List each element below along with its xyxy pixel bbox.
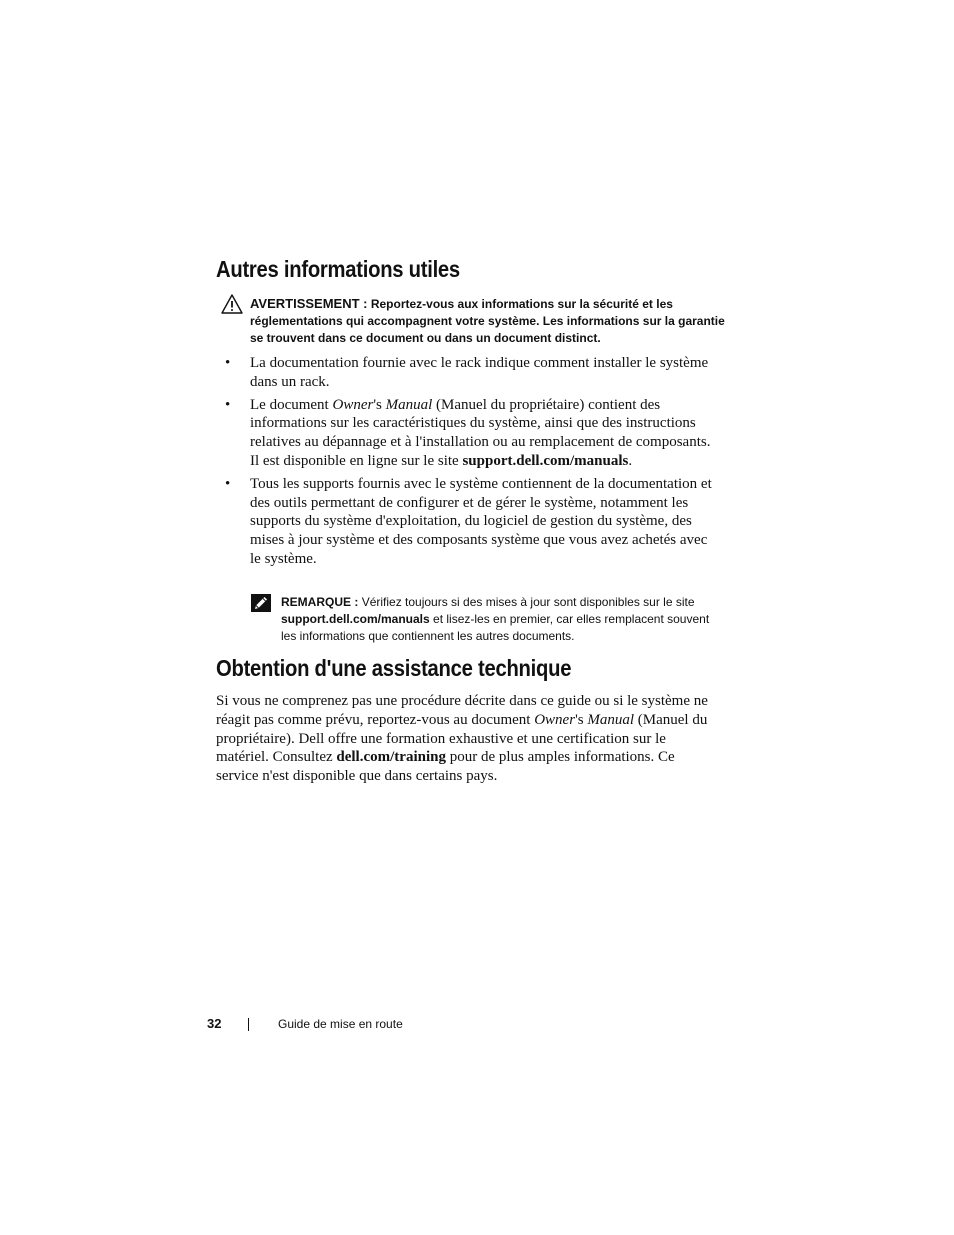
- list-item: • La documentation fournie avec le rack indique comment installer le système dans un rack.: [225, 355, 709, 390]
- list-item: • Le document Owner's Manual (Manuel du propriétaire) contient des informations sur les caractéristiques du système, ainsi que des instructions relatives au dépannage et à l'installation ou au remplacement de composants. Il est disponible en ligne sur le site support.dell.com/manuals.: [225, 396, 711, 469]
- warning-triangle-icon: [221, 294, 243, 314]
- training-link[interactable]: dell.com/training: [336, 749, 446, 766]
- note-support-link[interactable]: support.dell.com/manuals: [281, 612, 430, 626]
- para-mid: (Manuel du propriétaire). Dell offre une formation exhaustive et une certification sur le matériel. Consultez: [216, 711, 708, 766]
- note-text: [281, 594, 721, 645]
- bullet-period: .: [628, 452, 633, 469]
- section-heading-assistance: Obtention d'une assistance technique: [216, 655, 572, 681]
- note-body-pre: Vérifiez toujours si des mises à jour sont disponibles sur le site: [361, 595, 695, 609]
- para-pre: Si vous ne comprenez pas une procédure décrite dans ce guide ou si le système ne réagit pas comme prévu, reportez-vous au document: [216, 693, 708, 728]
- owner-apostrophe: 's: [373, 396, 386, 413]
- section-heading-autres-informations: Autres informations utiles: [216, 256, 460, 282]
- para-apostrophe: 's: [575, 711, 588, 728]
- warning-text: [250, 295, 726, 347]
- bullet-list: [216, 354, 716, 573]
- note-pencil-icon: [250, 593, 272, 613]
- note-body-post: et lisez-les en premier, car elles remplacent souvent les informations que contiennent les autres documents.: [281, 612, 710, 643]
- bullet-owner-manual-desc: (Manuel du propriétaire) contient des informations sur les caractéristiques du système, ainsi que des instructions relatives au dépannage et à l'installation ou au remplacement de composants. Il est disponible en ligne sur le site: [250, 396, 711, 469]
- bullet-media-text: Tous les supports fournis avec le système contiennent de la documentation et des outils permettant de configurer et de gérer le système, notamment les supports du système d'exploitation, du logiciel de gestion du système, des mises à jour système et des composants système que vous avez achetés avec le système.: [250, 475, 712, 567]
- para-manual-italic: Manual: [587, 711, 635, 728]
- page-number: 32: [207, 1016, 222, 1031]
- footer-doc-title: Guide de mise en route: [278, 1017, 403, 1031]
- bullet-owner-manual-text: Le document: [250, 396, 333, 413]
- owner-italic: Owner: [332, 396, 374, 413]
- bullet-rack-text: La documentation fournie avec le rack indique comment installer le système dans un rack.: [250, 355, 709, 390]
- support-manuals-link[interactable]: support.dell.com/manuals: [462, 452, 629, 469]
- manual-italic: Manual: [385, 396, 433, 413]
- assistance-paragraph: [216, 692, 716, 786]
- note-label: REMARQUE :: [281, 595, 359, 609]
- para-post: pour de plus amples informations. Ce service n'est disponible que dans certains pays.: [216, 749, 675, 785]
- para-owner-italic: Owner: [534, 711, 576, 728]
- warning-label: AVERTISSEMENT :: [250, 296, 368, 311]
- footer-divider: [248, 1018, 249, 1031]
- list-item: • Tous les supports fournis avec le système contiennent de la documentation et des outils permettant de configurer et de gérer le système, notamment les supports du système d'exploitation, du logiciel de gestion du système, des mises à jour système et des composants système que vous avez achetés avec le système.: [225, 475, 712, 567]
- warning-body: Reportez-vous aux informations sur la sécurité et les réglementations qui accompagnent votre système. Les informations sur la garantie se trouvent dans ce document ou dans un document distinct.: [250, 297, 725, 345]
